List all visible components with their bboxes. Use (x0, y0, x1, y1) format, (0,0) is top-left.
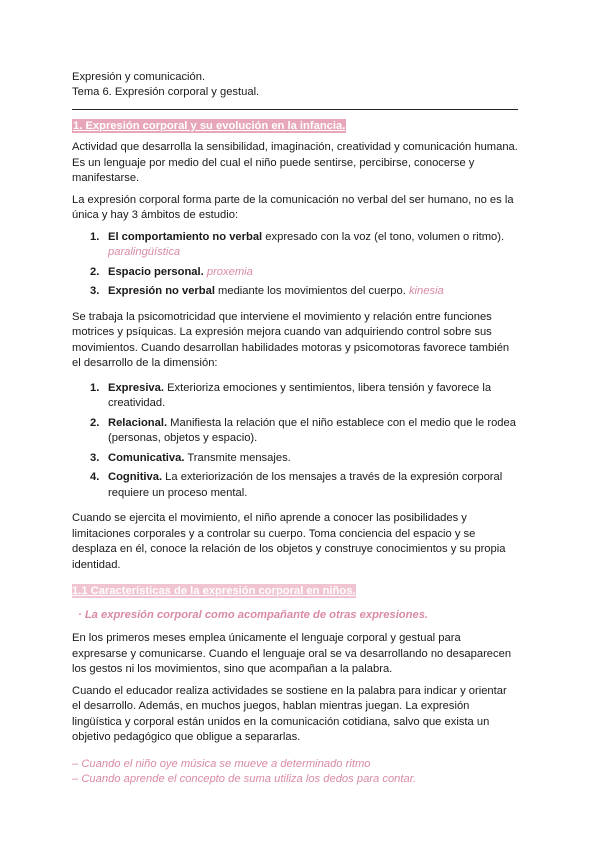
list-number: 1. (90, 230, 100, 243)
list-item-text: Manifiesta la relación que el niño establece con el medio que le rodea (personas, objetos y espacio). (108, 416, 516, 444)
list-number: 2. (90, 265, 100, 278)
list-item-term: Cognitiva. (108, 471, 163, 483)
paragraph: En los primeros meses emplea únicamente el lenguaje corporal y gestual para expresarse y comunicarse. Cuando el lenguaje oral se va desarrollando no desaparecen los gestos ni los movimientos, sino que acompañan a la palabra. (72, 632, 512, 675)
list-item-note: proxemia (206, 265, 253, 278)
list-item (90, 470, 518, 501)
list-item-term: Expresiva. (108, 381, 164, 394)
paragraph: La expresión corporal forma parte de la comunicación no verbal del ser humano, no es la única y hay 3 ámbitos de estudio: (72, 193, 514, 221)
list-item-term: Relacional. (108, 416, 168, 429)
list-item-text: expresado con la voz (el tono, volumen o ritmo). (262, 230, 505, 243)
list-item-term: El comportamiento no verbal (108, 230, 263, 243)
list-item (90, 265, 518, 281)
list-item (90, 230, 518, 261)
section-1-1-title: 1.1 Características de la expresión corporal en niños. (72, 585, 356, 597)
list-item-text: mediante los movimientos del cuerpo. (214, 285, 409, 297)
section-1-1-heading (72, 583, 518, 599)
document-page (72, 70, 518, 787)
examples-list (72, 757, 518, 787)
list-item-term: Expresión no verbal (108, 285, 215, 297)
paragraph: Cuando se ejercita el movimiento, el niño aprende a conocer las posibilidades y limitaciones corporales y a controlar su cuerpo. Toma conciencia del espacio y se desplaza en él, conoce la relación de los objetos y construye conocimientos y su propia identidad. (72, 512, 506, 571)
list-item-text: Transmite mensajes. (184, 451, 291, 464)
header-divider (72, 109, 518, 110)
list-item (90, 284, 518, 300)
example-item: – Cuando aprende el concepto de suma utiliza los dedos para contar. (72, 772, 417, 785)
list-item (90, 381, 518, 412)
paragraph: Se trabaja la psicomotricidad que interviene el movimiento y relación entre funciones motrices y psíquicas. La expresión mejora cuando van adquiriendo control sobre sus movimientos. Cuando desarrollan habilidades motoras y psicomotoras favorece también el desarrollo de la dimensión: (72, 310, 510, 369)
dimensions-list (90, 381, 518, 502)
list-number: 2. (90, 416, 100, 429)
list-item-note: paralingüística (108, 246, 181, 258)
list-item-text: La exteriorización de los mensajes a través de la expresión corporal requiere un proceso mental. (108, 471, 503, 499)
paragraph: Cuando el educador realiza actividades se sostiene en la palabra para indicar y orientar el desarrollo. Además, en muchos juegos, hablan mientras juegan. La expresión lingüística y corporal están unidos en la comunicación cotidiana, salvo que exista un objetivo pedagógico que obligue a separarlas. (72, 684, 507, 743)
list-number: 3. (90, 285, 100, 297)
course-title: Expresión y comunicación. (72, 71, 206, 83)
document-header (72, 70, 518, 100)
subsection-bullet (78, 607, 518, 623)
list-item (90, 451, 518, 467)
list-item-term: Comunicativa. (108, 451, 185, 464)
study-areas-list (90, 230, 518, 300)
section-1-title: 1. Expresión corporal y su evolución en la infancia. (73, 120, 346, 132)
list-number: 1. (90, 381, 100, 394)
list-number: 3. (90, 451, 100, 464)
list-item-term: Espacio personal. (108, 265, 204, 278)
list-item-text: Exterioriza emociones y sentimientos, libera tensión y favorece la creatividad. (108, 381, 492, 409)
example-item: – Cuando el niño oye música se mueve a determinado ritmo (72, 757, 371, 770)
list-item (90, 416, 518, 447)
topic-title: Tema 6. Expresión corporal y gestual. (72, 86, 260, 98)
list-item-note: kinesia (408, 285, 444, 297)
paragraph: Actividad que desarrolla la sensibilidad, imaginación, creatividad y comunicación humana. Es un lenguaje por medio del cual el niño puede sentirse, percibirse, conocerse y manifestarse. (72, 141, 518, 184)
bullet-heading: · La expresión corporal como acompañante de otras expresiones. (78, 609, 429, 621)
list-number: 4. (90, 471, 100, 483)
section-1-heading (72, 118, 518, 134)
